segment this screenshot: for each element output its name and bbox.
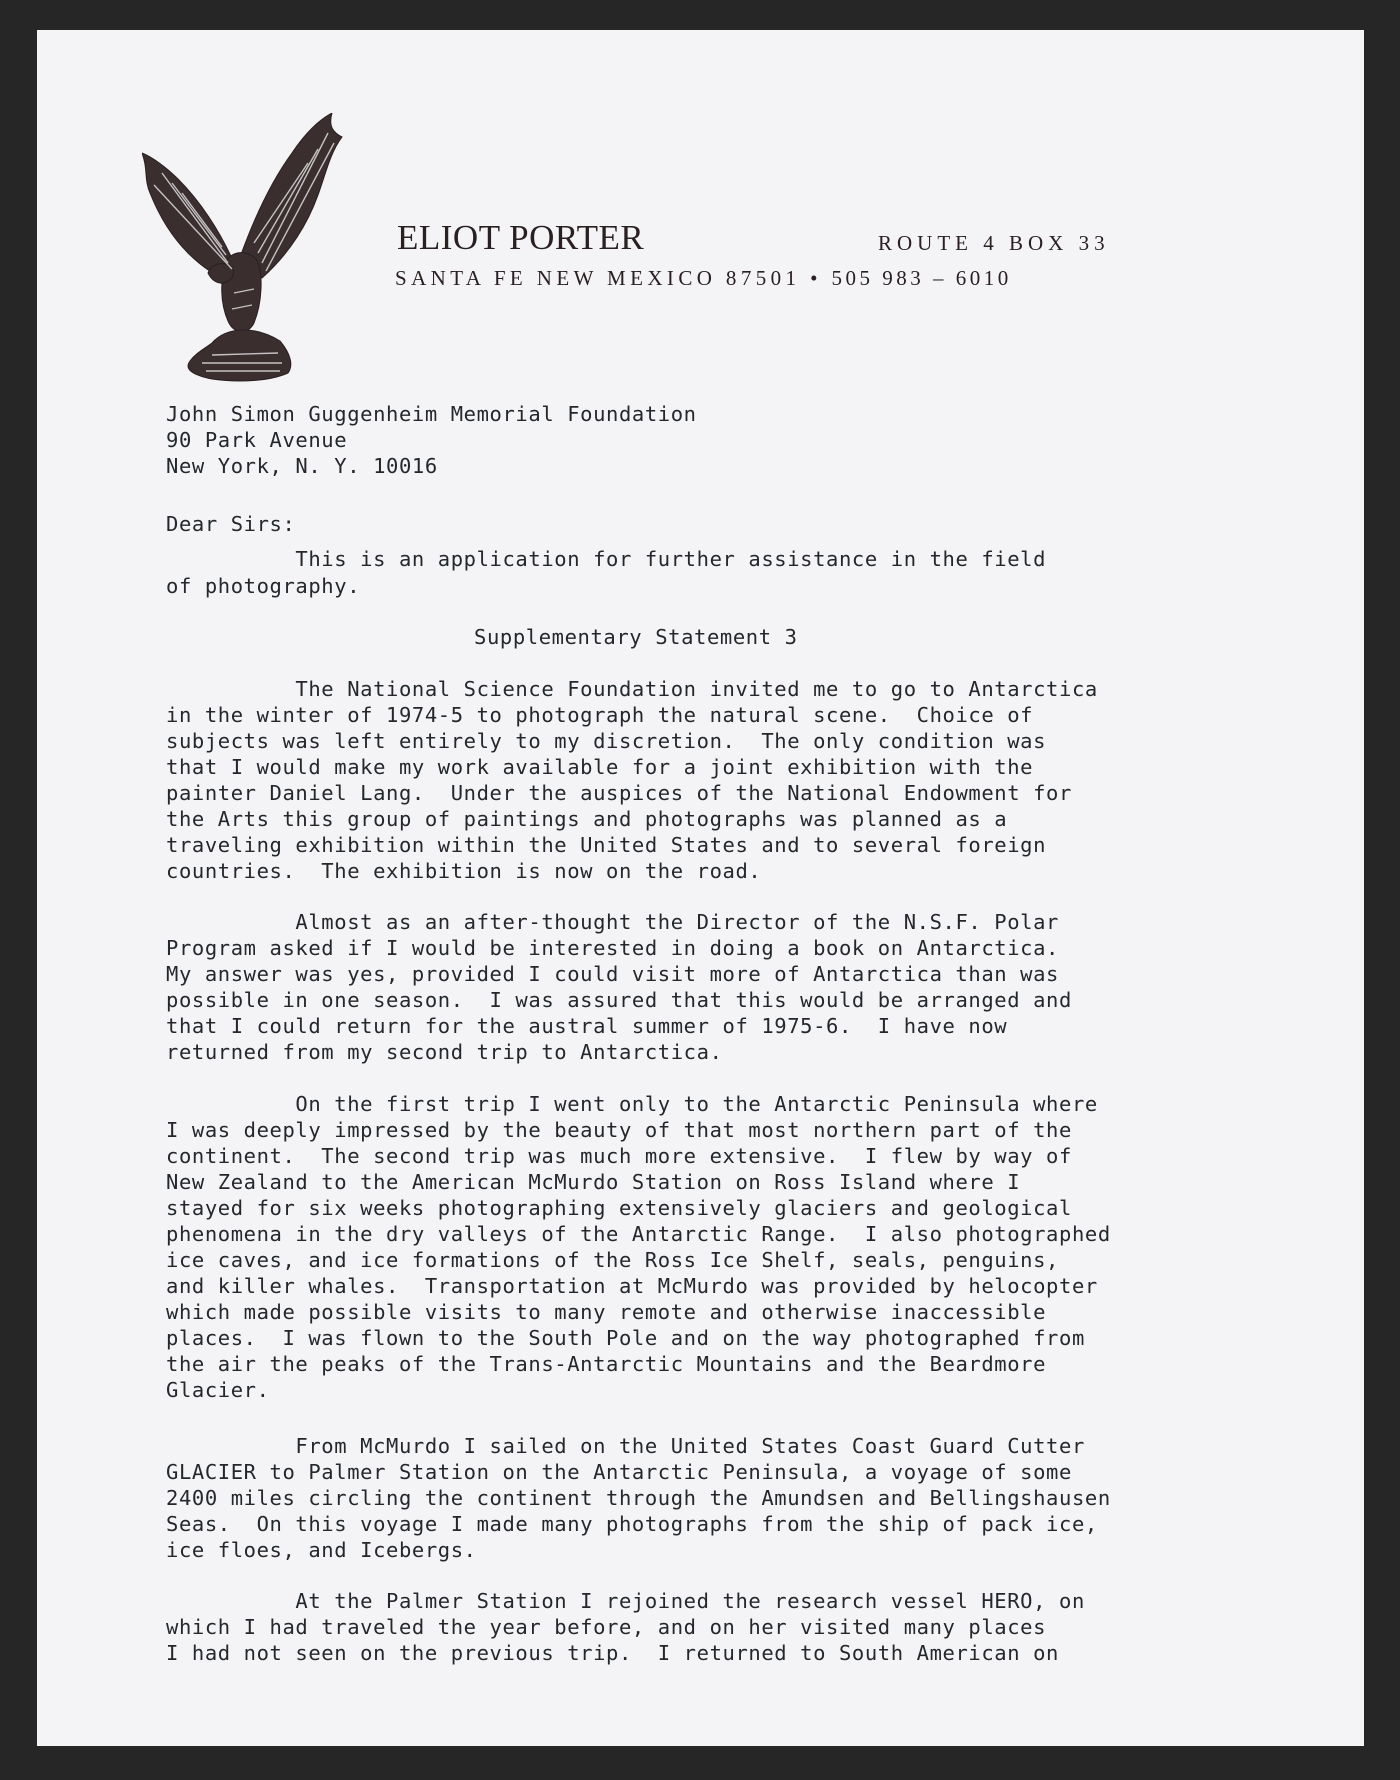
letterhead-route: ROUTE 4 BOX 33 xyxy=(878,231,1110,255)
body-line: traveling exhibition within the United States and to several foreign xyxy=(166,833,1047,857)
body-line: GLACIER to Palmer Station on the Antarctic Peninsula, a voyage of some xyxy=(166,1460,1072,1484)
body-line: ice floes, and Icebergs. xyxy=(166,1538,477,1562)
body-line: the air the peaks of the Trans-Antarctic Mountains and the Beardmore xyxy=(166,1352,1047,1376)
body-line: that I could return for the austral summer of 1975-6. I have now xyxy=(166,1014,1008,1038)
salutation: Dear Sirs: xyxy=(166,512,296,536)
body-line: Program asked if I would be interested in doing a book on Antarctica. xyxy=(166,936,1060,960)
body-line: continent. The second trip was much more extensive. I flew by way of xyxy=(166,1144,1072,1168)
body-line: the Arts this group of paintings and photographs was planned as a xyxy=(166,807,1008,831)
body-line: Almost as an after-thought the Director of the N.S.F. Polar xyxy=(166,910,1060,934)
body-line: On the first trip I went only to the Antarctic Peninsula where xyxy=(166,1092,1098,1116)
body-line: 2400 miles circling the continent through the Amundsen and Bellingshausen xyxy=(166,1486,1111,1510)
body-line: painter Daniel Lang. Under the auspices of the National Endowment for xyxy=(166,781,1072,805)
intro-line: This is an application for further assistance in the field xyxy=(166,547,1047,571)
body-line: I had not seen on the previous trip. I returned to South American on xyxy=(166,1641,1060,1665)
body-line: At the Palmer Station I rejoined the research vessel HERO, on xyxy=(166,1589,1085,1613)
body-line: From McMurdo I sailed on the United States Coast Guard Cutter xyxy=(166,1434,1085,1458)
body-line: New Zealand to the American McMurdo Station on Ross Island where I xyxy=(166,1170,1021,1194)
letterhead-name: ELIOT PORTER xyxy=(397,218,645,257)
letterhead-address xyxy=(395,266,1012,291)
body-line: countries. The exhibition is now on the road. xyxy=(166,859,762,883)
letterhead-phone: 505 983 – 6010 xyxy=(831,266,1012,290)
recipient-line-3: New York, N. Y. 10016 xyxy=(166,454,438,478)
intro-line: of photography. xyxy=(166,574,361,598)
body-line: stayed for six weeks photographing extensively glaciers and geological xyxy=(166,1196,1072,1220)
body-line: My answer was yes, provided I could visit more of Antarctica than was xyxy=(166,962,1060,986)
letterhead-city: SANTA FE NEW MEXICO 87501 xyxy=(395,266,801,290)
body-line: that I would make my work available for a joint exhibition with the xyxy=(166,755,1034,779)
letterhead-separator: • xyxy=(810,266,822,290)
body-line: The National Science Foundation invited me to go to Antarctica xyxy=(166,677,1098,701)
body-line: phenomena in the dry valleys of the Antarctic Range. I also photographed xyxy=(166,1222,1111,1246)
body-line: possible in one season. I was assured that this would be arranged and xyxy=(166,988,1072,1012)
body-line: Glacier. xyxy=(166,1378,270,1402)
statement-heading: Supplementary Statement 3 xyxy=(474,625,798,649)
body-line: I was deeply impressed by the beauty of that most northern part of the xyxy=(166,1118,1072,1142)
recipient-line-1: John Simon Guggenheim Memorial Foundation xyxy=(166,402,697,426)
body-line: places. I was flown to the South Pole and on the way photographed from xyxy=(166,1326,1085,1350)
body-line: which I had traveled the year before, and on her visited many places xyxy=(166,1615,1047,1639)
osprey-icon xyxy=(142,113,346,389)
recipient-line-2: 90 Park Avenue xyxy=(166,428,348,452)
body-line: subjects was left entirely to my discretion. The only condition was xyxy=(166,729,1047,753)
body-line: returned from my second trip to Antarctica. xyxy=(166,1040,723,1064)
body-line: which made possible visits to many remote and otherwise inaccessible xyxy=(166,1300,1047,1324)
body-line: and killer whales. Transportation at McMurdo was provided by helocopter xyxy=(166,1274,1098,1298)
body-line: ice caves, and ice formations of the Ross Ice Shelf, seals, penguins, xyxy=(166,1248,1060,1272)
body-line: Seas. On this voyage I made many photographs from the ship of pack ice, xyxy=(166,1512,1098,1536)
body-line: in the winter of 1974-5 to photograph the natural scene. Choice of xyxy=(166,703,1034,727)
